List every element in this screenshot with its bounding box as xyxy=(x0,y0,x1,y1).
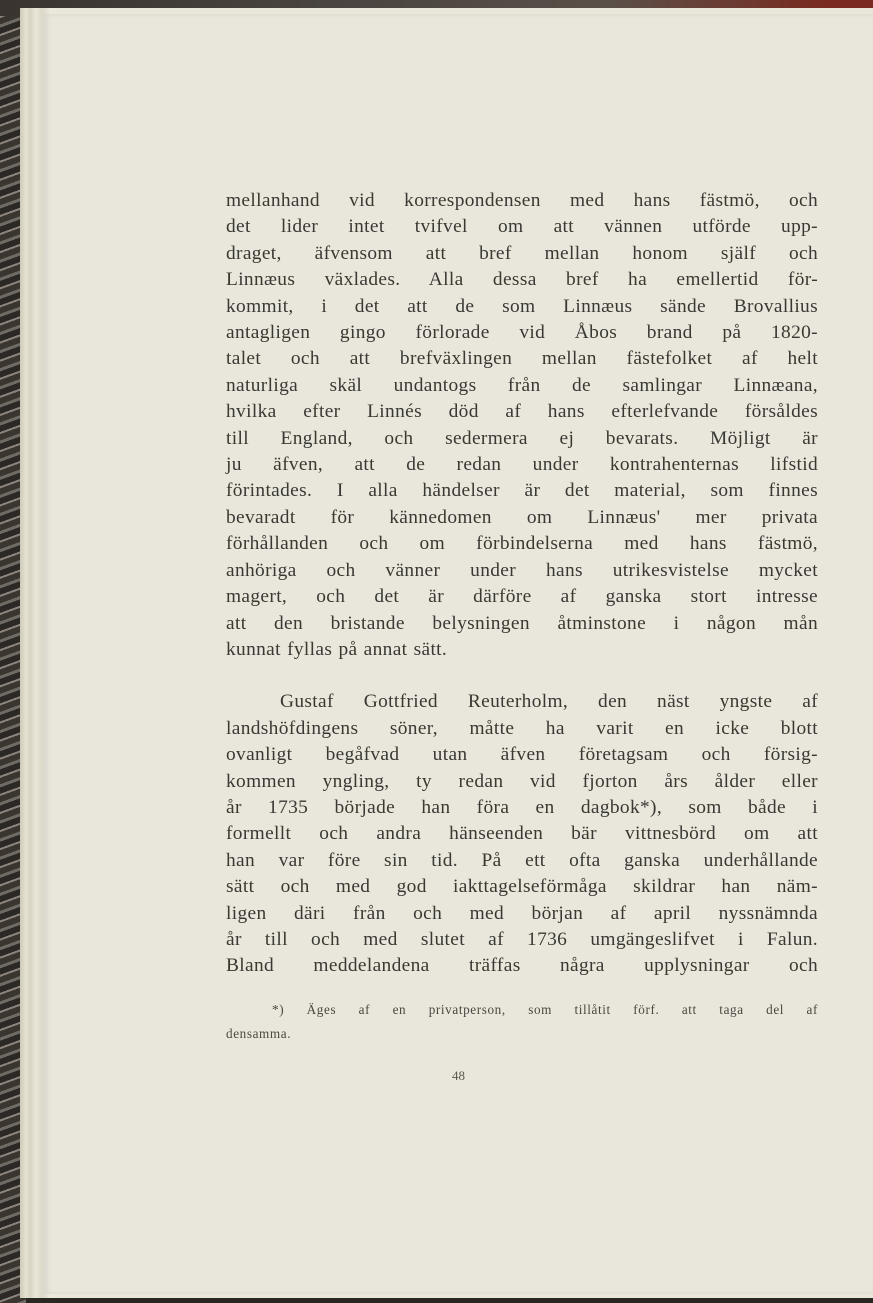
footnote-line: densamma. xyxy=(226,1026,292,1041)
text-line: år 1735 började han föra en dagbok*), som både i xyxy=(226,796,818,818)
text-line: år till och med slutet af 1736 umgängeslifvet i Falun. xyxy=(226,928,818,950)
text-line: naturliga skäl undantogs från de samlingar Linnæana, xyxy=(226,374,818,396)
text-line: antagligen gingo förlorade vid Åbos brand på 1820- xyxy=(226,322,818,344)
text-line: ligen däri från och med början af april nyssnämnda xyxy=(226,902,818,924)
text-line: ovanligt begåfvad utan äfven företagsam och försig- xyxy=(226,744,818,766)
text-line: anhöriga och vänner under hans utrikesvistelse mycket xyxy=(226,559,818,581)
book-page xyxy=(44,14,873,1294)
text-line: mellanhand vid korrespondensen med hans fästmö, och xyxy=(226,190,818,211)
text-line: draget, äfvensom att bref mellan honom själf och xyxy=(226,242,818,264)
text-line: hvilka efter Linnés död af hans efterlefvande försåldes xyxy=(226,401,818,423)
footnote xyxy=(226,998,818,1046)
text-line: ju äfven, att de redan under kontrahenternas lifstid xyxy=(226,454,818,476)
text-line: han var före sin tid. På ett ofta ganska underhållande xyxy=(226,849,818,871)
text-line: till England, och sedermera ej bevarats. Möjligt är xyxy=(226,427,818,449)
text-line: det lider intet tvifvel om att vännen utförde upp- xyxy=(226,216,818,238)
text-line: förhållanden och om förbindelserna med hans fästmö, xyxy=(226,533,818,555)
text-line: att den bristande belysningen åtminstone i någon mån xyxy=(226,612,818,634)
text-line: formellt och andra hänseenden bär vittnesbörd om att xyxy=(226,823,818,845)
text-line: talet och att brefväxlingen mellan fästefolket af helt xyxy=(226,348,818,370)
text-line: förintades. I alla händelser är det material, som finnes xyxy=(226,480,818,502)
text-line: sätt och med god iakttagelseförmåga skildrar han näm- xyxy=(226,876,818,898)
text-line: bevaradt för kännedomen om Linnæus' mer privata xyxy=(226,506,818,528)
text-line: kommit, i det att de som Linnæus sände Brovallius xyxy=(226,295,818,317)
text-line: Gustaf Gottfried Reuterholm, den näst yngste af xyxy=(280,691,818,713)
footnote-line: *) Äges af en privatperson, som tillåtit förf. att taga del af xyxy=(272,1002,818,1017)
body-text xyxy=(226,188,818,980)
text-line: kommen yngling, ty redan vid fjorton års ålder eller xyxy=(226,770,818,792)
text-line: kunnat fyllas på annat sätt. xyxy=(226,638,448,660)
paragraph-gap xyxy=(226,663,818,689)
text-line: magert, och det är därföre af ganska stort intresse xyxy=(226,586,818,608)
text-line: landshöfdingens söner, måtte ha varit en icke blott xyxy=(226,717,818,739)
text-line: Linnæus växlades. Alla dessa bref ha emellertid för- xyxy=(226,269,818,291)
page-number: 48 xyxy=(452,1068,465,1083)
text-line: Bland meddelandena träffas några upplysningar och xyxy=(226,955,818,977)
